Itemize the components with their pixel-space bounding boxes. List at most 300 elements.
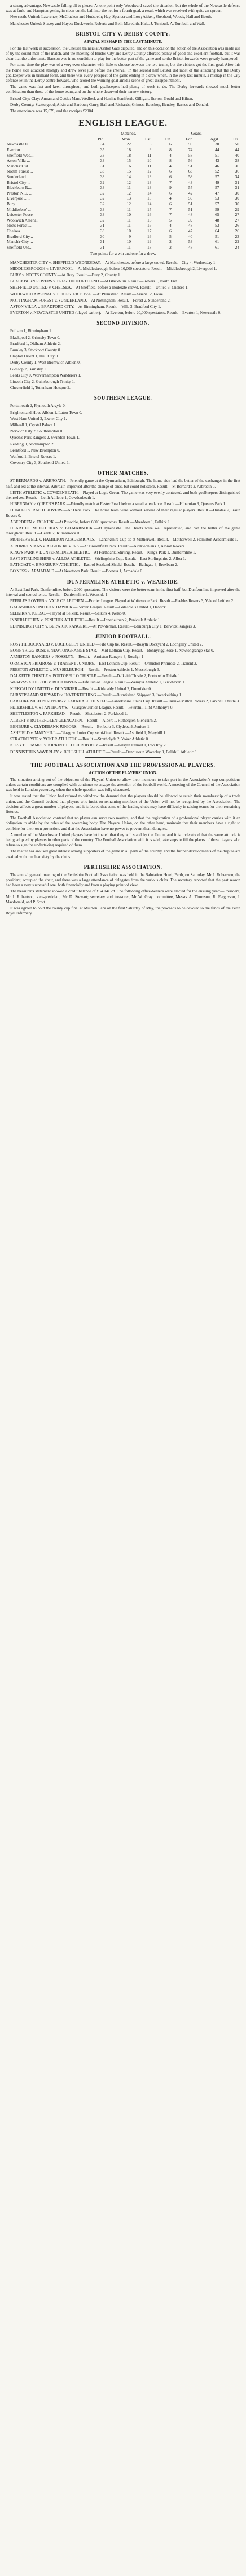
match-report: HIBERNIAN v. QUEEN'S PARK.—Friendly match at Easter Road before a small attendance. Result.—Hibernian 3, Queen's Park 1. bbox=[10, 502, 227, 507]
table-row bbox=[6, 174, 240, 180]
table-cell: 31 bbox=[100, 223, 105, 228]
table-cell: 2 bbox=[169, 244, 172, 250]
table-cell: 16 bbox=[147, 223, 152, 228]
table-cell: 16 bbox=[126, 163, 131, 169]
match-report: ORMISTON PRIMROSE v. TRANENT JUNIORS.—East Lothian Cup. Result.—Ormiston Primrose 2, Tranent 2. bbox=[10, 661, 197, 666]
team-name: Blackburn R.... bbox=[7, 185, 32, 191]
report-paragraph: For some time the play was of a very even character with little to choose between the two teams, but the visitors got the first goal. After this the home side attacked strongly and drew level just before the interval. In the second half Bristol did most of the attacking but the Derby goalkeeper was in brilliant form, and there was every prospect of the game ending in a draw when, in the very last minute, a mishap in the City defence let in the Derby centre forward, who scored the winning goal amid a scene of great disappointment. bbox=[6, 63, 240, 83]
table-row bbox=[6, 228, 240, 234]
table-row bbox=[6, 212, 240, 218]
table-cell: 36 bbox=[235, 163, 239, 169]
result-list bbox=[6, 329, 240, 391]
result-line: West Ham United 3, Exeter City 1. bbox=[10, 416, 67, 421]
team-lineup: Derby County: Scattergood; Atkin and Barbour; Garry, Hall and Richards; Grimes, Bauchop, Bentley, Barnes and Donald. bbox=[10, 102, 209, 107]
column-header: Pts. bbox=[233, 136, 239, 142]
result-line: Millwall 1, Crystal Palace 1. bbox=[10, 422, 57, 427]
match-report: DENNISTOUN WAVERLEY v. BELLSHILL ATHLETIC.—Result.—Dennistoun Waverley 3, Bellshill Athletic 3. bbox=[10, 749, 198, 754]
match-result: NOTTINGHAM FOREST v. SUNDERLAND.—At Nottingham. Result.—Forest 2, Sunderland 2. bbox=[10, 298, 171, 303]
table-cell: 39 bbox=[188, 217, 193, 223]
table-row bbox=[6, 207, 240, 213]
result-list bbox=[6, 404, 240, 466]
match-report: BATHGATE v. BROXBURN ATHLETIC.—East of Scotland Shield. Result.—Bathgate 3, Broxburn 2. bbox=[10, 563, 178, 568]
team-lineup: Manchester United: Stacey and Hayes; Duckworth, Roberts and Bell; Meredith, Hale, J. Turnbull, A. Turnbull and Wall. bbox=[10, 21, 205, 26]
match-report: SHETTLESTON v. PARKHEAD.—Result.—Shettleston 2, Parkhead 2. bbox=[10, 712, 128, 717]
table-cell: 65 bbox=[215, 212, 219, 218]
table-cell: 22 bbox=[126, 142, 131, 147]
table-cell: 10 bbox=[126, 239, 131, 245]
result-line: Reading 0, Northampton 2. bbox=[10, 441, 55, 447]
team-name: Everton ......... bbox=[7, 147, 30, 153]
table-cell: 64 bbox=[215, 228, 219, 233]
table-cell: 57 bbox=[215, 201, 219, 206]
table-cell: 14 bbox=[126, 174, 131, 179]
table-cell: 6 bbox=[169, 142, 172, 147]
table-cell: 35 bbox=[100, 147, 105, 153]
match-reports bbox=[6, 479, 240, 574]
match-report: ST BERNARD'S v. ARBROATH.—Friendly game at the Gymnasium, Edinburgh. The home side had the better of the exchanges in the first half, and led at the interval. Arbroath improved after the change of ends, but could not score. Result.—St Bernard's 2, Arbroath 0. bbox=[6, 479, 240, 489]
table-cell: 33 bbox=[100, 228, 105, 233]
table-cell: 12 bbox=[126, 179, 131, 185]
table-cell: 27 bbox=[235, 212, 239, 218]
table-cell: 53 bbox=[215, 196, 219, 201]
table-cell: 43 bbox=[215, 158, 219, 164]
table-cell: 57 bbox=[215, 185, 219, 191]
article-paragraph: The treasurer's statement showed a credit balance of £34 14s 2d. The following office-bearers were elected for the ensuing year:—President, Mr J. Robertson; vice-president, Mr D. Stewart; secretary and treasurer, Mr W. Gray; committee, Messrs A. Thomson, R. Fergusson, J. Macdonald, and P. Scott. bbox=[6, 889, 240, 904]
column-header: Won. bbox=[122, 136, 131, 142]
table-group-header bbox=[6, 131, 240, 136]
team-name: Chelsea ......... bbox=[7, 228, 30, 233]
team-name: Sheffield Wed... bbox=[7, 152, 34, 158]
team-name: Manch'r City ... bbox=[7, 239, 33, 245]
table-cell: 11 bbox=[126, 185, 131, 191]
match-reports bbox=[6, 587, 240, 629]
result-line: Lincoln City 2, Gainsborough Trinity 1. bbox=[10, 379, 75, 384]
table-cell: 33 bbox=[100, 185, 105, 191]
table-cell: 50 bbox=[235, 142, 239, 147]
table-cell: 5 bbox=[169, 233, 172, 239]
result-line: Queen's Park Rangers 2, Swindon Town 1. bbox=[10, 435, 80, 440]
table-cell: 33 bbox=[100, 158, 105, 164]
result-line: Watford 1, Bristol Rovers 1. bbox=[10, 454, 56, 459]
table-cell: 34 bbox=[235, 174, 239, 179]
match-report: BENBURB v. CLYDEBANK JUNIORS.—Result.—Benburb 3, Clydebank Juniors 1. bbox=[10, 724, 151, 729]
table-cell: 47 bbox=[188, 228, 193, 233]
table-cell: 7 bbox=[169, 206, 172, 212]
match-report: ASHFIELD v. MARYHILL.—Glasgow Junior Cup semi-final. Result.—Ashfield 1, Maryhill 1. bbox=[10, 730, 166, 735]
table-row bbox=[6, 164, 240, 169]
table-cell: 58 bbox=[188, 152, 193, 158]
table-cell: 10 bbox=[126, 228, 131, 233]
match-report: BO'NESS v. ARMADALE.—At Newtown Park. Result.—Bo'ness 1, Armadale 0. bbox=[10, 569, 143, 574]
table-cell: 13 bbox=[147, 179, 152, 185]
team-name: Middlesbro' ... bbox=[7, 206, 31, 212]
match-report: KIRKCALDY UNITED v. DUNNIKIER.—Result.—Kirkcaldy United 2, Dunnikier 0. bbox=[10, 686, 152, 691]
table-cell: 44 bbox=[235, 147, 239, 153]
table-row bbox=[6, 169, 240, 174]
table-cell: 18 bbox=[126, 152, 131, 158]
table-cell: 14 bbox=[147, 190, 152, 196]
team-name: Preston N.E. ... bbox=[7, 190, 32, 196]
table-cell: 6 bbox=[169, 201, 172, 206]
match-result: ASTON VILLA v. BRADFORD CITY.—At Birmingham. Result.—Villa 3, Bradford City 1. bbox=[10, 304, 161, 309]
table-cell: 32 bbox=[100, 201, 105, 206]
team-name: Bury ............. bbox=[7, 201, 30, 206]
result-line: Leeds City 0, Wolverhampton Wanderers 1. bbox=[10, 373, 81, 378]
table-cell: 11 bbox=[126, 217, 131, 223]
match-report: AIRDRIEONIANS v. ALBION ROVERS.—At Broomfield Park. Result.—Airdrieonians 3, Albion Rovers 0. bbox=[10, 544, 189, 549]
table-cell: 6 bbox=[149, 142, 152, 147]
match-report: At East End Park, Dunfermline, before 2000 spectators. The visitors were the better team in the first half, but Dunfermline improved after the interval and scored twice. Result.—Dunfermline 2, Wearside 1. bbox=[6, 587, 240, 597]
table-row bbox=[6, 196, 240, 201]
table-cell: 18 bbox=[147, 244, 152, 250]
table-cell: 32 bbox=[100, 190, 105, 196]
table-cell: 61 bbox=[215, 244, 219, 250]
table-cell: 16 bbox=[147, 233, 152, 239]
match-report: ARNISTON RANGERS v. ROSSLYN.—Result.—Arniston Rangers 3, Rosslyn 1. bbox=[10, 655, 145, 660]
attendance-line: The attendance was 15,079, and the receipts £2004. bbox=[10, 109, 94, 114]
team-name: Leicester Fosse bbox=[7, 212, 33, 218]
table-cell: 33 bbox=[100, 206, 105, 212]
result-line: Bradford 1, Oldham Athletic 2. bbox=[10, 341, 61, 346]
match-report: DALKEITH THISTLE v. PORTOBELLO THISTLE.—Result.—Dalkeith Thistle 2, Portobello Thistle 1. bbox=[10, 674, 182, 679]
match-report: CARLUKE MILTON ROVERS v. LARKHALL THISTLE.—Lanarkshire Junior Cup. Result.—Carluke Milton Rovers 2, Larkhall Thistle 3. bbox=[10, 699, 240, 704]
table-cell: 8 bbox=[169, 147, 172, 153]
table-row bbox=[6, 153, 240, 158]
match-report: WEMYSS ATHLETIC v. BUCKHAVEN.—Fife Junior League. Result.—Wemyss Athletic 1, Buckhaven 1. bbox=[10, 680, 186, 685]
article-paragraph: The matter has aroused great interest among supporters of the game in all parts of the country, and the further developments of the dispute are awaited with much anxiety by the clubs. bbox=[6, 849, 240, 859]
table-cell: 30 bbox=[100, 233, 105, 239]
table-cell: 7 bbox=[169, 212, 172, 218]
table-cell: 16 bbox=[147, 217, 152, 223]
match-result: WOOLWICH ARSENAL v. LEICESTER FOSSE.—At Plumstead. Result.—Arsenal 2, Fosse 1. bbox=[10, 291, 168, 297]
section-heading: THE FOOTBALL ASSOCIATION AND THE PROFESSIONAL PLAYERS. bbox=[30, 762, 216, 768]
table-cell: 17 bbox=[147, 228, 152, 233]
table-cell: 40 bbox=[235, 152, 239, 158]
section-heading: PERTHSHIRE ASSOCIATION. bbox=[84, 864, 162, 870]
table-cell: 51 bbox=[188, 163, 193, 169]
table-cell: 8 bbox=[169, 158, 172, 164]
table-cell: 40 bbox=[188, 233, 193, 239]
matches-group-label: Matches. bbox=[121, 131, 137, 136]
table-cell: 43 bbox=[188, 179, 193, 185]
second-division-section bbox=[6, 320, 240, 391]
match-report: KILSYTH EMMET v. KIRKINTILLOCH ROB ROY.—Result.—Kilsyth Emmet 1, Rob Roy 2. bbox=[10, 743, 167, 748]
table-cell: 18 bbox=[126, 147, 131, 153]
first-division-results bbox=[6, 260, 240, 316]
team-lineup: Newcastle United: Lawrence; McCracken and Hudspeth; Hay, Spencer and Low; Aitken, Shepherd, Woods, Hall and Booth. bbox=[10, 15, 212, 20]
goals-group-label: Goals. bbox=[191, 131, 202, 136]
table-cell: 9 bbox=[149, 147, 152, 153]
table-cell: 6 bbox=[169, 228, 172, 233]
article-paragraph: A number of the Manchester United players have intimated that they will stand by the Union, and it is understood that the same attitude is being adopted by players in other parts of the country. The Football Association will, it is said, take steps to fill the places of those players who refuse to sign the undertaking required of them. bbox=[6, 832, 240, 848]
match-reports bbox=[6, 642, 240, 755]
section-heading: DUNFERMLINE ATHLETIC v. WEARSIDE. bbox=[67, 578, 179, 585]
article-body bbox=[6, 873, 240, 917]
column-header: Lst. bbox=[145, 136, 152, 142]
section-divider bbox=[85, 757, 161, 758]
table-cell: 49 bbox=[215, 179, 219, 185]
table-cell: 33 bbox=[100, 174, 105, 179]
table-cell: 46 bbox=[215, 163, 219, 169]
table-cell: 10 bbox=[147, 158, 152, 164]
table-cell: 29 bbox=[235, 206, 239, 212]
league-table bbox=[6, 131, 240, 250]
table-cell: 12 bbox=[126, 201, 131, 206]
report-paragraph: a strong advantage. Newcastle falling all to pieces. At one point only Woodward saved the situation, but the whole of the Newcastle defence was at fault, and Hampton getting in clean cut the ball into the net for a fourth goal, a result which was received with quite an uproar. bbox=[6, 3, 240, 14]
match-report: HEART OF MIDLOTHIAN v. KILMARNOCK.—At Tynecastle. The Hearts were well represented, and had the better of the game throughout. Result.—Hearts 2, Kilmarnock 0. bbox=[6, 526, 240, 536]
match-report: PETERSHILL v. ST ANTHONY'S.—Glasgow Junior League. Result.—Petershill 1, St Anthony's 0. bbox=[10, 705, 174, 710]
match-report: BONNYRIGG ROSE v. NEWTONGRANGE STAR.—Mid-Lothian Cup. Result.—Bonnyrigg Rose 1, Newtongrange Star 0. bbox=[10, 648, 214, 653]
table-cell: 12 bbox=[147, 169, 152, 174]
team-name: Nottm Forest ... bbox=[7, 169, 33, 174]
report-paragraph: The game was fast and keen throughout, and both goalkeepers had plenty of work to do. The Derby forwards showed much better combination than those of the home team, and on the whole deserved their narrow victory. bbox=[6, 85, 240, 95]
table-row bbox=[6, 185, 240, 191]
table-cell: 6 bbox=[169, 190, 172, 196]
newcastle-report bbox=[6, 3, 240, 26]
table-row bbox=[6, 180, 240, 185]
table-row bbox=[6, 201, 240, 207]
table-cell: 6 bbox=[169, 174, 172, 179]
match-report: INNERLEITHEN v. PENICUIK ATHLETIC.—Result.—Innerleithen 2, Penicuik Athletic 1. bbox=[10, 617, 161, 622]
table-cell: 50 bbox=[188, 196, 193, 201]
team-name: Newcastle U... bbox=[7, 142, 32, 147]
report-paragraph: For the last week in succession, the Chelsea trainers at Ashton Gate disputed, and on this occasion the action of the Association was made use of by the sound men of the match, and the meeting of Bristol City and Derby County afforded plenty of good and excellent football, but it was clear that the unfortunate Hanson was in no condition to play for the better part of the game and so the Bristol forwards were greatly hampered. bbox=[6, 46, 240, 61]
match-report: KING'S PARK v. DUNFERMLINE ATHLETIC.—At Forthbank, Stirling. Result.—King's Park 1, Dunfermline 1. bbox=[10, 550, 196, 555]
table-cell: 33 bbox=[100, 152, 105, 158]
table-cell: 48 bbox=[188, 223, 193, 228]
table-cell: 51 bbox=[215, 233, 219, 239]
match-result: MANCHESTER CITY v. SHEFFIELD WEDNESDAY.—At Manchester, before a large crowd. Result.—City 4, Wednesday 1. bbox=[10, 260, 217, 265]
match-result: BLACKBURN ROVERS v. PRESTON NORTH END.—At Blackburn. Result.—Rovers 1, North End 1. bbox=[10, 279, 182, 284]
table-cell: 31 bbox=[235, 179, 239, 185]
table-row bbox=[6, 142, 240, 147]
table-cell: 53 bbox=[188, 239, 193, 245]
table-cell: 32 bbox=[100, 179, 105, 185]
team-name: Sheffield Utd... bbox=[7, 244, 33, 250]
match-report: PRESTON ATHLETIC v. MUSSELBURGH.—Result.—Preston Athletic 1, Musselburgh 3. bbox=[10, 667, 160, 672]
section-heading: JUNIOR FOOTBALL. bbox=[95, 634, 151, 640]
junior-section bbox=[6, 634, 240, 755]
table-cell: 59 bbox=[188, 142, 193, 147]
result-line: Fulham 1, Birmingham 1. bbox=[10, 329, 52, 334]
match-result: EVERTON v. NEWCASTLE UNITED (played earlier).—At Everton, before 20,000 spectators. Result.—Everton 1, Newcastle 0. bbox=[10, 311, 222, 316]
result-line: Brentford 1, New Brompton 0. bbox=[10, 448, 60, 453]
result-line: Derby County 1, West Bromwich Albion 0. bbox=[10, 360, 81, 365]
table-cell: 4 bbox=[169, 223, 172, 228]
article-paragraph: The Football Association contend that no player can serve two masters, and that the registration of a professional player carries with it an obligation to abide by the rules of the governing body. The Players' Union, on the other hand, maintain that their members have a right to combine for their own protection, and that the Association have no power to prevent them doing so. bbox=[6, 816, 240, 831]
table-cell: 11 bbox=[147, 163, 152, 169]
table-cell: 13 bbox=[147, 174, 152, 179]
table-row bbox=[6, 218, 240, 223]
table-cell: 30 bbox=[235, 201, 239, 206]
column-header: Agst. bbox=[210, 136, 219, 142]
southern-league-section bbox=[6, 395, 240, 466]
table-header-row bbox=[6, 136, 240, 142]
result-line: Blackpool 2, Grimsby Town 0. bbox=[10, 335, 60, 340]
table-cell: 55 bbox=[188, 185, 193, 191]
match-result: BURY v. NOTTS COUNTY.—At Bury. Result.—Bury 2, County 1. bbox=[10, 272, 121, 277]
result-line: Portsmouth 2, Plymouth Argyle 0. bbox=[10, 404, 66, 409]
section-heading: SECOND DIVISION. bbox=[96, 320, 150, 326]
section-subheading: A FATAL MISHAP IN THE LAST MINUTE. bbox=[84, 39, 162, 44]
table-cell: 63 bbox=[188, 169, 193, 174]
column-header: For. bbox=[186, 136, 193, 142]
table-cell: 57 bbox=[215, 174, 219, 179]
table-cell: 51 bbox=[215, 152, 219, 158]
table-cell: 4 bbox=[169, 152, 172, 158]
table-cell: 9 bbox=[169, 185, 172, 191]
table-cell: 56 bbox=[188, 158, 193, 164]
table-cell: 33 bbox=[100, 169, 105, 174]
table-cell: 16 bbox=[147, 212, 152, 218]
table-cell: 14 bbox=[147, 201, 152, 206]
table-cell: 15 bbox=[147, 206, 152, 212]
match-result: SHEFFIELD UNITED v. CHELSEA.—At Sheffield, before a moderate crowd. Result.—United 3, Chelsea 1. bbox=[10, 285, 189, 290]
column-header: Dn. bbox=[165, 136, 172, 142]
table-cell: 11 bbox=[147, 152, 152, 158]
table-cell: 7 bbox=[169, 179, 172, 185]
table-row bbox=[6, 147, 240, 153]
table-cell: 15 bbox=[126, 158, 131, 164]
match-report: LEITH ATHLETIC v. COWDENBEATH.—Played at Logie Green. The game was very evenly contested, and both goalkeepers distinguished themselves. Result.—Leith Athletic 1, Cowdenbeath 1. bbox=[6, 490, 240, 501]
match-report: ROSYTH DOCKYARD v. LOCHGELLY UNITED.—Fife Cup tie. Result.—Rosyth Dockyard 2, Lochgelly United 2. bbox=[10, 642, 203, 647]
association-section bbox=[6, 762, 240, 860]
team-name: Bradford City... bbox=[7, 233, 33, 239]
article-paragraph: The annual general meeting of the Perthshire Football Association was held in the Salutation Hotel, Perth, on Saturday. Mr J. Robertson, the president, occupied the chair, and there was a large attendance of delegates from the various clubs. The secretary reported that the past season had been a very successful one, both financially and from a playing point of view. bbox=[6, 872, 240, 888]
team-name: Sunderland ...... bbox=[7, 174, 33, 179]
table-cell: 34 bbox=[100, 142, 105, 147]
table-row bbox=[6, 158, 240, 164]
table-cell: 6 bbox=[169, 169, 172, 174]
table-cell: 30 bbox=[235, 190, 239, 196]
table-cell: 36 bbox=[235, 169, 239, 174]
table-cell: 27 bbox=[235, 217, 239, 223]
table-cell: 15 bbox=[147, 196, 152, 201]
section-heading: SOUTHERN LEAGUE. bbox=[94, 395, 152, 401]
table-cell: 31 bbox=[100, 163, 105, 169]
table-row bbox=[6, 191, 240, 196]
match-report: ABERDEEN v. FALKIRK.—At Pittodrie, before 6000 spectators. Result.—Aberdeen 1, Falkirk 1. bbox=[10, 519, 171, 524]
table-cell: 19 bbox=[147, 239, 152, 245]
match-report: MOTHERWELL v. HAMILTON ACADEMICALS.—Lanarkshire Cup tie at Motherwell. Result.—Motherwell 2, Hamilton Academicals 1. bbox=[10, 537, 238, 542]
column-header: Pld. bbox=[98, 136, 105, 142]
result-line: Chesterfield 1, Tottenham Hotspur 2. bbox=[10, 386, 71, 391]
table-cell: 30 bbox=[215, 142, 219, 147]
table-cell: 42 bbox=[188, 190, 193, 196]
league-heading: ENGLISH LEAGUE. bbox=[78, 118, 168, 129]
team-name: Bristol City ... bbox=[7, 179, 31, 185]
team-name: Liverpool ...... bbox=[7, 196, 31, 201]
table-cell: 9 bbox=[129, 233, 131, 239]
match-report: DUNDEE v. RAITH ROVERS.—At Dens Park. The home team were without several of their regular players. Result.—Dundee 2, Raith Rovers 0. bbox=[6, 508, 240, 518]
match-report: EAST STIRLINGSHIRE v. ALLOA ATHLETIC.—Stirlingshire Cup. Result.—East Stirlingshire 2, Alloa 1. bbox=[10, 556, 186, 562]
result-line: Glossop 2, Barnsley 1. bbox=[10, 366, 47, 372]
table-cell: 31 bbox=[100, 239, 105, 245]
table-row bbox=[6, 223, 240, 228]
table-cell: 51 bbox=[188, 206, 193, 212]
table-cell: 58 bbox=[188, 174, 193, 179]
table-cell: 26 bbox=[235, 223, 239, 228]
table-cell: 53 bbox=[215, 223, 219, 228]
column-header bbox=[6, 136, 85, 142]
table-row bbox=[6, 245, 240, 250]
table-cell: 59 bbox=[215, 206, 219, 212]
table-cell: 32 bbox=[100, 196, 105, 201]
match-report: EDINBURGH CITY v. BERWICK RANGERS.—At Powderhall. Result.—Edinburgh City 1, Berwick Rangers 3. bbox=[10, 624, 196, 629]
table-cell: 30 bbox=[235, 196, 239, 201]
article-paragraph: It was agreed to hold the county cup final at Muirton Park on the first Saturday of May, the proceeds to be devoted to the funds of the Perth Royal Infirmary. bbox=[6, 906, 240, 916]
table-cell: 4 bbox=[169, 196, 172, 201]
perthshire-section bbox=[6, 864, 240, 917]
article-paragraph: It was stated that the Union had refused to withdraw the demand that the players should be allowed to retain their membership of a trade union, and the Council decided that players who insist on remaining members of the Union will not be recognised by the Association. The decision affects a great number of players, and it is feared that some of the leading clubs may have difficulty in raising teams for their remaining fixtures. bbox=[6, 794, 240, 814]
table-cell: 22 bbox=[235, 239, 239, 245]
table-cell: 23 bbox=[235, 233, 239, 239]
table-cell: 15 bbox=[126, 169, 131, 174]
table-cell: 13 bbox=[147, 185, 152, 191]
team-name: Woolwich Arsenal bbox=[7, 217, 38, 223]
match-report: STRATHCLYDE v. YOKER ATHLETIC.—Result.—Strathclyde 2, Yoker Athletic 0. bbox=[10, 737, 149, 742]
table-cell: 74 bbox=[188, 147, 193, 153]
table-cell: 24 bbox=[235, 244, 239, 250]
result-line: Brighton and Hove Albion 1, Luton Town 0. bbox=[10, 410, 82, 415]
table-cell: 31 bbox=[235, 185, 239, 191]
table-cell: 38 bbox=[235, 158, 239, 164]
table-cell: 5 bbox=[169, 217, 172, 223]
table-cell: 2 bbox=[169, 239, 172, 245]
team-name: Aston Villa ... bbox=[7, 158, 30, 164]
table-cell: 31 bbox=[100, 244, 105, 250]
league-table-section bbox=[6, 118, 240, 257]
table-cell: 33 bbox=[100, 212, 105, 218]
table-cell: 13 bbox=[126, 196, 131, 201]
table-cell: 26 bbox=[235, 228, 239, 233]
bristol-report bbox=[6, 31, 240, 114]
team-lineup: Bristol City: Clay; Annan and Cottle; Marr, Wedlock and Hanlin; Staniforth, Gilligan, Burton, Gould and Hilton. bbox=[10, 96, 194, 101]
table-cell: 48 bbox=[188, 212, 193, 218]
table-cell: 51 bbox=[188, 201, 193, 206]
table-body bbox=[6, 142, 240, 250]
section-heading: OTHER MATCHES. bbox=[97, 470, 149, 476]
match-report: ALBERT v. RUTHERGLEN GLENCAIRN.—Result.—Albert 1, Rutherglen Glencairn 2. bbox=[10, 718, 157, 723]
section-subheading: ACTION OF THE PLAYERS' UNION. bbox=[89, 770, 157, 775]
table-cell: 52 bbox=[215, 169, 219, 174]
article-body bbox=[6, 777, 240, 860]
table-row bbox=[6, 234, 240, 240]
team-name: Notts Forest ... bbox=[7, 223, 32, 228]
match-report: BURNTISLAND SHIPYARD v. INVERKEITHING.—Result.—Burntisland Shipyard 3, Inverkeithing 1. bbox=[10, 692, 182, 697]
table-cell: 44 bbox=[215, 147, 219, 153]
table-cell: 11 bbox=[126, 244, 131, 250]
points-note: Two points for a win and one for a draw. bbox=[90, 251, 156, 257]
match-report: SELKIRK v. KELSO.—Played at Selkirk. Result.—Selkirk 4, Kelso 0. bbox=[10, 611, 126, 616]
table-cell: 11 bbox=[126, 223, 131, 228]
table-cell: 4 bbox=[169, 163, 172, 169]
section-heading: BRISTOL CITY V. DERBY COUNTY. bbox=[76, 30, 170, 37]
other-matches-section bbox=[6, 470, 240, 574]
match-report: GALASHIELS UNITED v. HAWICK.—Border League. Result.—Galashiels United 1, Hawick 1. bbox=[10, 605, 170, 610]
table-cell: 48 bbox=[215, 217, 219, 223]
match-report: PEEBLES ROVERS v. VALE OF LEITHEN.—Border League. Played at Whitestone Park. Result.—Peebles Rovers 3, Vale of Leithen 2. bbox=[10, 599, 235, 604]
table-cell: 61 bbox=[215, 239, 219, 245]
wearside-section bbox=[6, 579, 240, 629]
table-cell: 10 bbox=[126, 212, 131, 218]
result-line: Clapton Orient 1, Hull City 0. bbox=[10, 354, 59, 359]
team-name: Manch'r Utd ... bbox=[7, 163, 32, 169]
table-cell: 48 bbox=[188, 244, 193, 250]
table-cell: 12 bbox=[126, 190, 131, 196]
table-row bbox=[6, 239, 240, 245]
table-cell: 32 bbox=[100, 217, 105, 223]
